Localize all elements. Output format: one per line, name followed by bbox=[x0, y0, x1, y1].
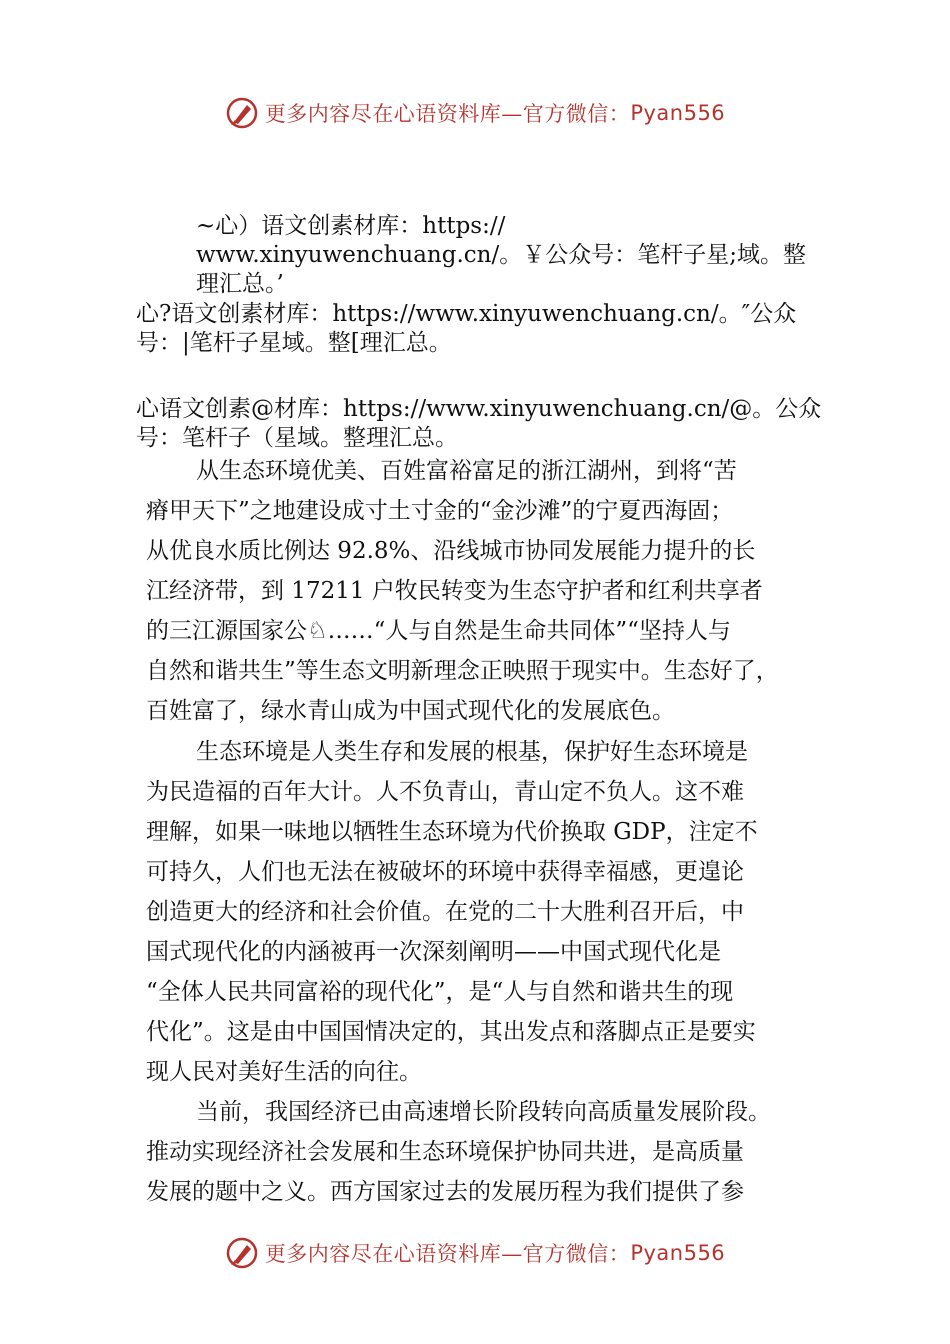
body-line: 国式现代化的内涵被再一次深刻阐明——中国式现代化是 bbox=[146, 939, 721, 965]
watermark-line: 心?语文创素材库：https://www.xinyuwenchuang.cn/。″公众 bbox=[136, 301, 797, 327]
banner-wechat-id: Pyan556 bbox=[630, 101, 726, 125]
watermark-line: ~心）语文创素材库：https:// bbox=[196, 213, 506, 239]
body-line: “全体人民共同富裕的现代化”，是“人与自然和谐共生的现 bbox=[146, 979, 734, 1005]
body-line: 代化”。这是由中国国情决定的，其出发点和落脚点正是要实 bbox=[146, 1019, 756, 1045]
watermark-line: 号：|笔杆子星域。整[理汇总。 bbox=[136, 330, 452, 356]
body-line: 推动实现经济社会发展和生态环境保护协同共进，是高质量 bbox=[146, 1139, 744, 1165]
body-line: 为民造福的百年大计。人不负青山，青山定不负人。这不难 bbox=[146, 779, 744, 805]
body-line: 当前，我国经济已由高速增长阶段转向高质量发展阶段。 bbox=[196, 1099, 771, 1125]
watermark-line: 号：笔杆子（星域。整理汇总。 bbox=[136, 425, 458, 451]
footer-banner bbox=[0, 1233, 950, 1273]
body-line: 从优良水质比例达 92.8%、沿线城市协同发展能力提升的长 bbox=[146, 538, 756, 564]
footer-banner-wechat-id: Pyan556 bbox=[630, 1241, 726, 1265]
body-line: 理解，如果一味地以牺牲生态环境为代价换取 GDP，注定不 bbox=[146, 819, 758, 845]
footer-banner-text: 更多内容尽在心语资料库—官方微信： bbox=[264, 1242, 631, 1266]
body-line: 创造更大的经济和社会价值。在党的二十大胜利召开后，中 bbox=[146, 899, 744, 925]
watermark-line: www.xinyuwenchuang.cn/。￥公众号：笔杆子星;域。整 bbox=[196, 242, 806, 268]
pen-nib-logo-icon bbox=[225, 1236, 259, 1270]
watermark-line: 心语文创素@材库：https://www.xinyuwenchuang.cn/@。公众 bbox=[136, 396, 822, 422]
body-line: 生态环境是人类生存和发展的根基，保护好生态环境是 bbox=[196, 739, 748, 765]
body-line: 瘠甲天下”之地建设成寸土寸金的“金沙滩”的宁夏西海固； bbox=[146, 498, 734, 524]
banner-text: 更多内容尽在心语资料库—官方微信： bbox=[264, 102, 631, 126]
watermark-line: 理汇总。’ bbox=[196, 271, 284, 297]
body-line: 江经济带，到 17211 户牧民转变为生态守护者和红利共享者 bbox=[146, 578, 763, 604]
body-line: 发展的题中之义。西方国家过去的发展历程为我们提供了参 bbox=[146, 1179, 744, 1205]
body-line: 可持久，人们也无法在被破坏的环境中获得幸福感，更遑论 bbox=[146, 859, 744, 885]
body-line: 的三江源国家公♘……“人与自然是生命共同体”“坚持人与 bbox=[146, 618, 731, 644]
body-line: 百姓富了，绿水青山成为中国式现代化的发展底色。 bbox=[146, 698, 675, 724]
body-line: 自然和谐共生”等生态文明新理念正映照于现实中。生态好了， bbox=[146, 658, 779, 684]
body-line: 从生态环境优美、百姓富裕富足的浙江湖州，到将“苦 bbox=[196, 458, 737, 484]
body-line: 现人民对美好生活的向往。 bbox=[146, 1059, 422, 1085]
